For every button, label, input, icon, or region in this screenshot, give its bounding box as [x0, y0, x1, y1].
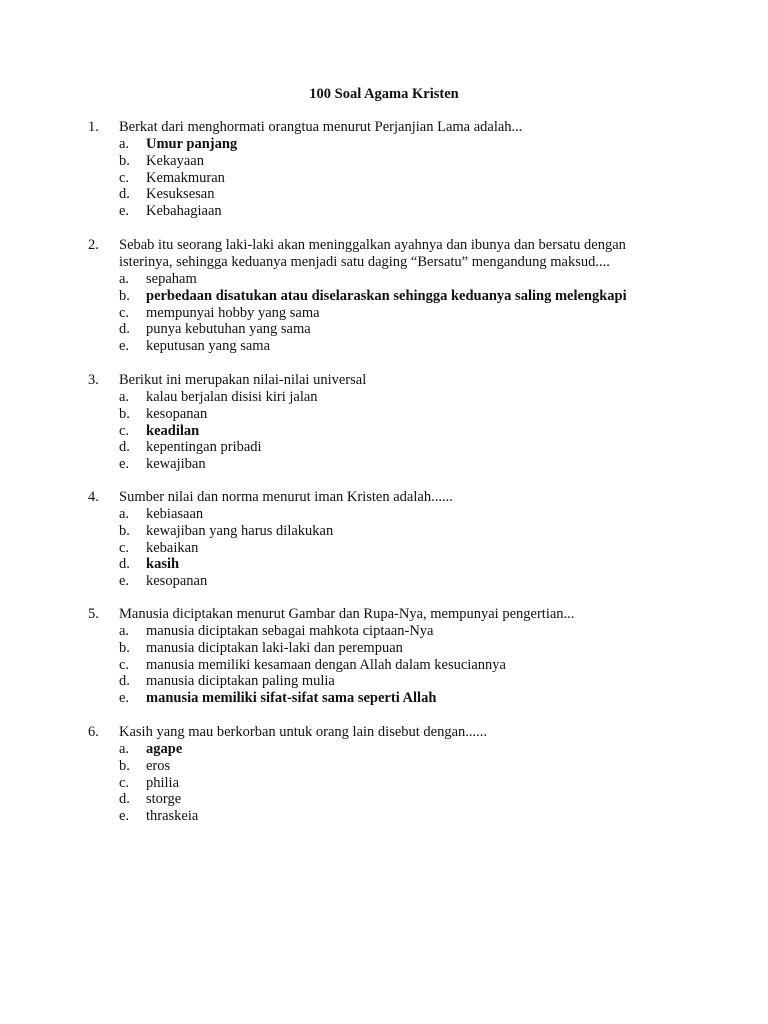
- option-text: keputusan yang sama: [146, 338, 271, 355]
- question-text: [119, 237, 679, 271]
- option-text: punya kebutuhan yang sama: [146, 321, 311, 338]
- option-text: Kesuksesan: [146, 186, 215, 203]
- question-text: [119, 119, 679, 136]
- question-text: [119, 372, 679, 389]
- question-text: [119, 606, 679, 623]
- question-text-line: Manusia diciptakan menurut Gambar dan Rupa-Nya, mempunyai pengertian...: [119, 606, 575, 622]
- option-text: kewajiban yang harus dilakukan: [146, 522, 334, 539]
- answer-option: [119, 690, 506, 707]
- option-text-correct: kasih: [146, 556, 180, 573]
- option-letter: c.: [119, 304, 130, 321]
- option-letter: e.: [119, 690, 130, 707]
- answer-option: [119, 271, 627, 288]
- answer-option: [119, 791, 198, 808]
- question-text-line: isterinya, sehingga keduanya menjadi satu daging “Bersatu” mengandung maksud....: [119, 254, 610, 270]
- option-letter: e.: [119, 338, 130, 355]
- option-text: manusia diciptakan laki-laki dan perempuan: [146, 639, 403, 656]
- answer-option: [119, 808, 198, 825]
- option-text: Kemakmuran: [146, 169, 225, 186]
- option-text: kesopanan: [146, 405, 208, 422]
- question-text: [119, 724, 679, 741]
- option-letter: b.: [119, 405, 130, 422]
- answer-option: [119, 573, 333, 590]
- option-letter: d.: [119, 439, 130, 456]
- option-letter: b.: [119, 522, 130, 539]
- answer-option: [119, 153, 237, 170]
- option-letter: a.: [119, 271, 130, 287]
- option-letter: d.: [119, 321, 130, 338]
- option-text: manusia diciptakan sebagai mahkota ciptaan-Nya: [146, 623, 434, 639]
- answer-option: [119, 640, 506, 657]
- option-letter: a.: [119, 136, 130, 152]
- answer-option: [119, 758, 198, 775]
- option-text-correct: manusia memiliki sifat-sifat sama seperti Allah: [146, 690, 437, 707]
- option-letter: e.: [119, 456, 130, 473]
- answer-option: [119, 540, 333, 557]
- answer-option: [119, 305, 627, 322]
- option-text-correct: agape: [146, 741, 183, 757]
- answer-option: [119, 389, 318, 406]
- answer-options: [119, 271, 627, 355]
- option-text: kebiasaan: [146, 506, 204, 522]
- option-text-correct: Umur panjang: [146, 136, 238, 152]
- answer-option: [119, 338, 627, 355]
- option-letter: d.: [119, 673, 130, 690]
- question-number: 2.: [88, 237, 99, 253]
- option-text: Kekayaan: [146, 152, 204, 169]
- option-letter: b.: [119, 639, 130, 656]
- option-text: kepentingan pribadi: [146, 439, 262, 456]
- question-number: 5.: [88, 606, 99, 622]
- answer-option: [119, 321, 627, 338]
- answer-option: [119, 523, 333, 540]
- option-text: thraskeia: [146, 808, 199, 825]
- question-number: 1.: [88, 119, 99, 135]
- option-text: eros: [146, 757, 171, 774]
- answer-options: [119, 389, 318, 473]
- option-text: storge: [146, 791, 182, 808]
- option-letter: a.: [119, 506, 130, 522]
- answer-option: [119, 456, 318, 473]
- option-text: kewajiban: [146, 456, 206, 473]
- answer-option: [119, 673, 506, 690]
- question-text-line: Berkat dari menghormati orangtua menurut Perjanjian Lama adalah...: [119, 119, 523, 135]
- option-text: manusia diciptakan paling mulia: [146, 673, 335, 690]
- question-number: 3.: [88, 372, 99, 388]
- question-number: 4.: [88, 489, 99, 505]
- answer-options: [119, 136, 237, 220]
- option-letter: c.: [119, 169, 130, 186]
- answer-option: [119, 657, 506, 674]
- answer-option: [119, 203, 237, 220]
- option-text: kebaikan: [146, 539, 199, 556]
- option-letter: c.: [119, 539, 130, 556]
- option-text: manusia memiliki kesamaan dengan Allah dalam kesuciannya: [146, 656, 506, 673]
- answer-option: [119, 288, 627, 305]
- answer-option: [119, 186, 237, 203]
- option-text: Kebahagiaan: [146, 203, 222, 220]
- answer-options: [119, 623, 506, 707]
- question-text: [119, 489, 679, 506]
- option-text: kalau berjalan disisi kiri jalan: [146, 389, 318, 405]
- answer-option: [119, 136, 237, 153]
- option-letter: b.: [119, 152, 130, 169]
- option-letter: a.: [119, 389, 130, 405]
- answer-option: [119, 741, 198, 758]
- answer-option: [119, 623, 506, 640]
- option-letter: d.: [119, 186, 130, 203]
- option-letter: d.: [119, 556, 130, 573]
- option-letter: e.: [119, 808, 130, 825]
- answer-options: [119, 506, 333, 590]
- option-text-correct: perbedaan disatukan atau diselaraskan sehingga keduanya saling melengkapi: [146, 287, 627, 304]
- question-text-line: Sebab itu seorang laki-laki akan meninggalkan ayahnya dan ibunya dan bersatu dengan: [119, 237, 626, 253]
- answer-option: [119, 775, 198, 792]
- answer-option: [119, 556, 333, 573]
- option-text-correct: keadilan: [146, 422, 200, 439]
- question-text-line: Berikut ini merupakan nilai-nilai universal: [119, 372, 367, 388]
- answer-option: [119, 170, 237, 187]
- option-letter: d.: [119, 791, 130, 808]
- question-number: 6.: [88, 724, 99, 740]
- option-letter: c.: [119, 656, 130, 673]
- option-letter: a.: [119, 741, 130, 757]
- option-letter: e.: [119, 203, 130, 220]
- answer-option: [119, 423, 318, 440]
- option-text: sepaham: [146, 271, 197, 287]
- answer-option: [119, 439, 318, 456]
- option-text: philia: [146, 774, 180, 791]
- option-letter: c.: [119, 422, 130, 439]
- option-text: kesopanan: [146, 573, 208, 590]
- answer-options: [119, 741, 198, 825]
- option-letter: e.: [119, 573, 130, 590]
- option-letter: b.: [119, 757, 130, 774]
- question-text-line: Kasih yang mau berkorban untuk orang lain disebut dengan......: [119, 724, 488, 740]
- page-title: 100 Soal Agama Kristen: [309, 86, 459, 102]
- question-text-line: Sumber nilai dan norma menurut iman Kristen adalah......: [119, 489, 453, 505]
- answer-option: [119, 506, 333, 523]
- option-text: mempunyai hobby yang sama: [146, 304, 320, 321]
- answer-option: [119, 406, 318, 423]
- option-letter: a.: [119, 623, 130, 639]
- option-letter: c.: [119, 774, 130, 791]
- option-letter: b.: [119, 287, 130, 304]
